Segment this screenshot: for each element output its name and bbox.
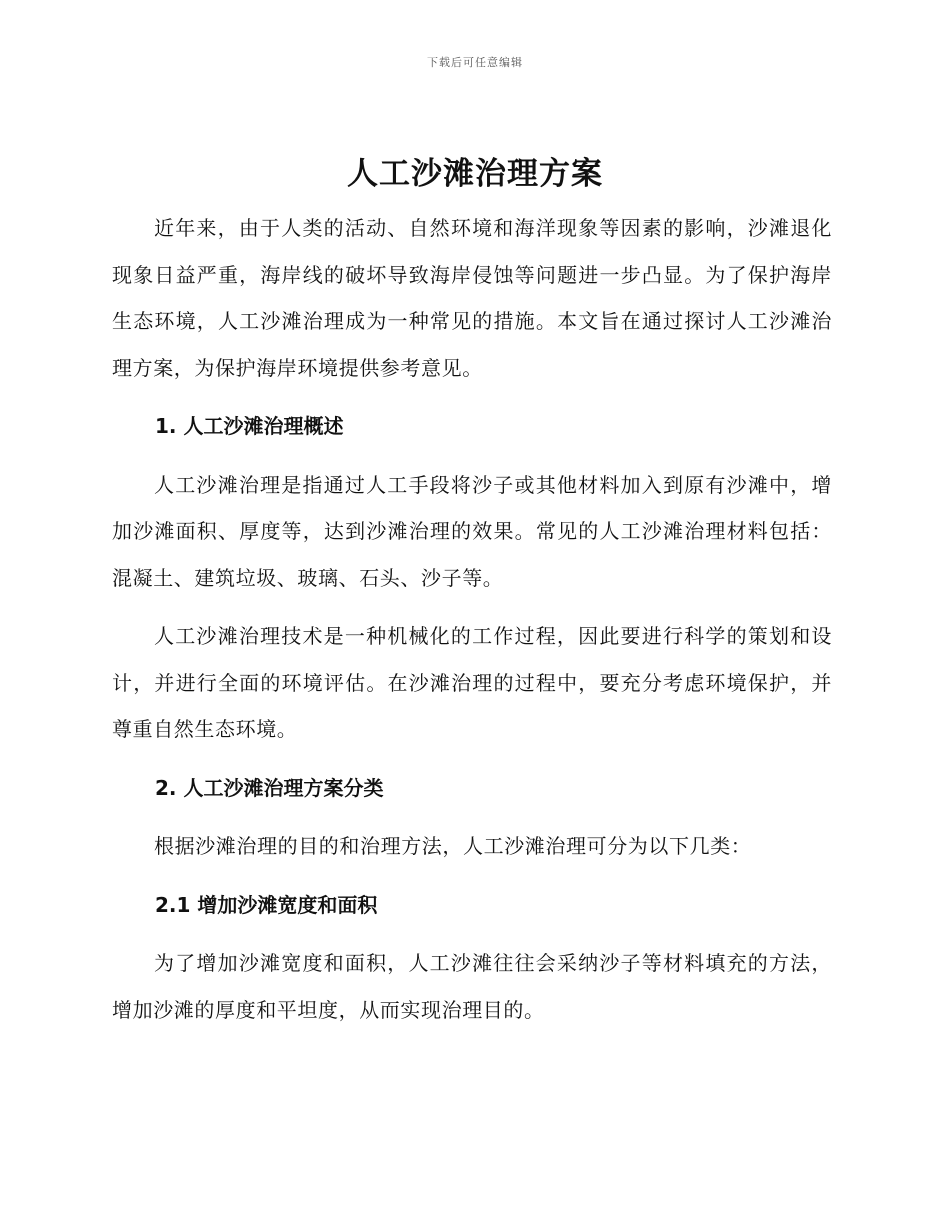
- intro-paragraph: 近年来，由于人类的活动、自然环境和海洋现象等因素的影响，沙滩退化现象日益严重，海岸线的破坏导致海岸侵蚀等问题进一步凸显。为了保护海岸生态环境，人工沙滩治理成为一种常见的措施。本文旨在通过探讨人工沙滩治理方案，为保护海岸环境提供参考意见。: [112, 216, 832, 380]
- subsection-2-1-heading: 2.1 增加沙滩宽度和面积: [155, 892, 378, 917]
- section-1-paragraph-2: 人工沙滩治理技术是一种机械化的工作过程，因此要进行科学的策划和设计，并进行全面的环境评估。在沙滩治理的过程中，要充分考虑环境保护，并尊重自然生态环境。: [112, 624, 832, 741]
- page-header: 下载后可任意编辑: [427, 56, 523, 69]
- document-body: [112, 205, 832, 1033]
- section-1-heading: 1. 人工沙滩治理概述: [155, 414, 344, 438]
- subsection-2-1-paragraph-1: 为了增加沙滩宽度和面积，人工沙滩往往会采纳沙子等材料填充的方法，增加沙滩的厚度和平坦度，从而实现治理目的。: [112, 951, 832, 1022]
- document-title: 人工沙滩治理方案: [347, 156, 603, 192]
- section-2-heading: 2. 人工沙滩治理方案分类: [155, 775, 384, 800]
- section-2-paragraph-1: 根据沙滩治理的目的和治理方法，人工沙滩治理可分为以下几类：: [154, 834, 752, 858]
- section-1-paragraph-1: 人工沙滩治理是指通过人工手段将沙子或其他材料加入到原有沙滩中，增加沙滩面积、厚度等，达到沙滩治理的效果。常见的人工沙滩治理材料包括：混凝土、建筑垃圾、玻璃、石头、沙子等。: [112, 472, 832, 590]
